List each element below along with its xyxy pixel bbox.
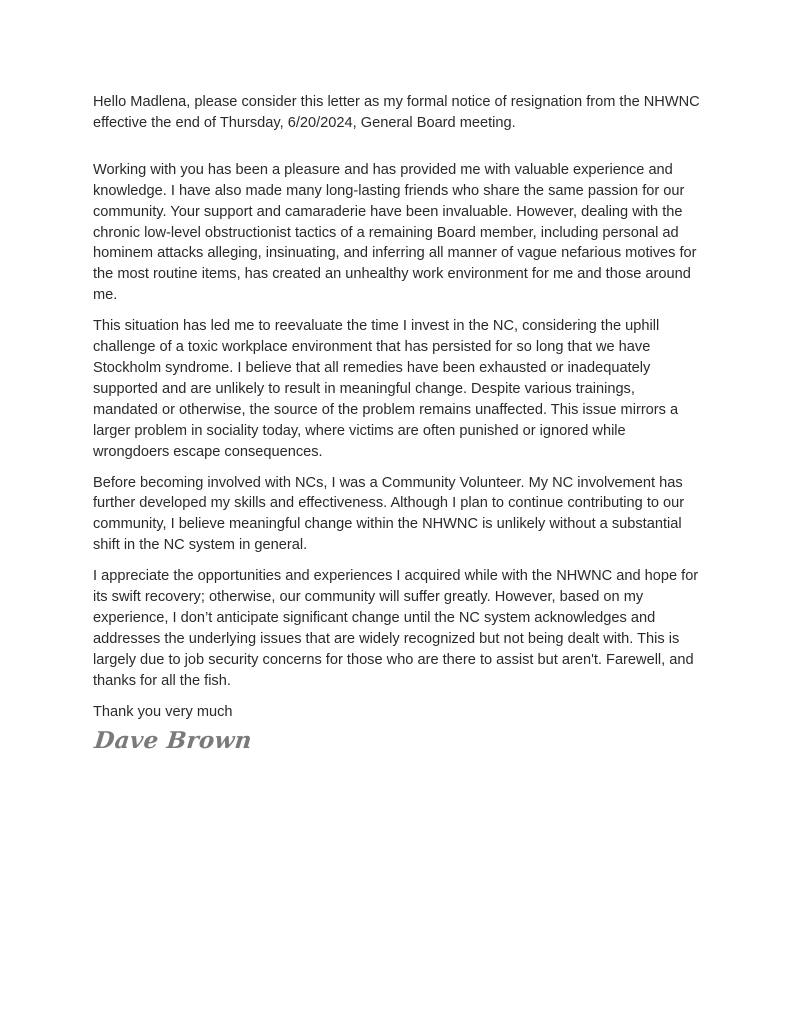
closing-line: Thank you very much (93, 703, 233, 720)
body-paragraph-3: Before becoming involved with NCs, I was a Community Volunteer. My NC involvement has further developed my skills and effectiveness. Although I plan to continue contributing to our community, I believe meaningful change within the NHWNC is unlikely without a substantial shift in the NC system in general. (93, 474, 685, 554)
intro-paragraph: Hello Madlena, please consider this letter as my formal notice of resignation from the NHWNC effective the end of Thursday, 6/20/2024, General Board meeting. (93, 94, 700, 131)
body-paragraph-2: This situation has led me to reevaluate the time I invest in the NC, considering the uphill challenge of a toxic workplace environment that has persisted for so long that we have Stockholm syndrome. I believe that all remedies have been exhausted or inadequately supported and are unlikely to result in meaningful change. Despite various trainings, mandated or otherwise, the source of the problem remains unaffected. This issue mirrors a larger problem in sociality today, where victims are often punished or ignored while wrongdoers escape consequences. (93, 318, 679, 460)
signature: Dave Brown (93, 727, 254, 755)
body-paragraph-1: Working with you has been a pleasure and has provided me with valuable experience and knowledge. I have also made many long-lasting friends who share the same passion for our community. Your support and camaraderie have been invaluable. However, dealing with the chronic low-level obstructionist tactics of a remaining Board member, including personal ad hominem attacks alleging, insinuating, and inferring all manner of vague nefarious motives for the most routine items, has created an unhealthy work environment for me and those around me. (93, 161, 697, 304)
body-paragraph-4: I appreciate the opportunities and experiences I acquired while with the NHWNC and hope for its swift recovery; otherwise, our community will suffer greatly. However, based on my experience, I don’t anticipate significant change until the NC system acknowledges and addresses the underlying issues that are widely recognized but not being dealt with. This is largely due to job security concerns for those who are there to assist but aren't. Farewell, and thanks for all the fish. (93, 568, 699, 689)
letter-body (93, 92, 703, 755)
